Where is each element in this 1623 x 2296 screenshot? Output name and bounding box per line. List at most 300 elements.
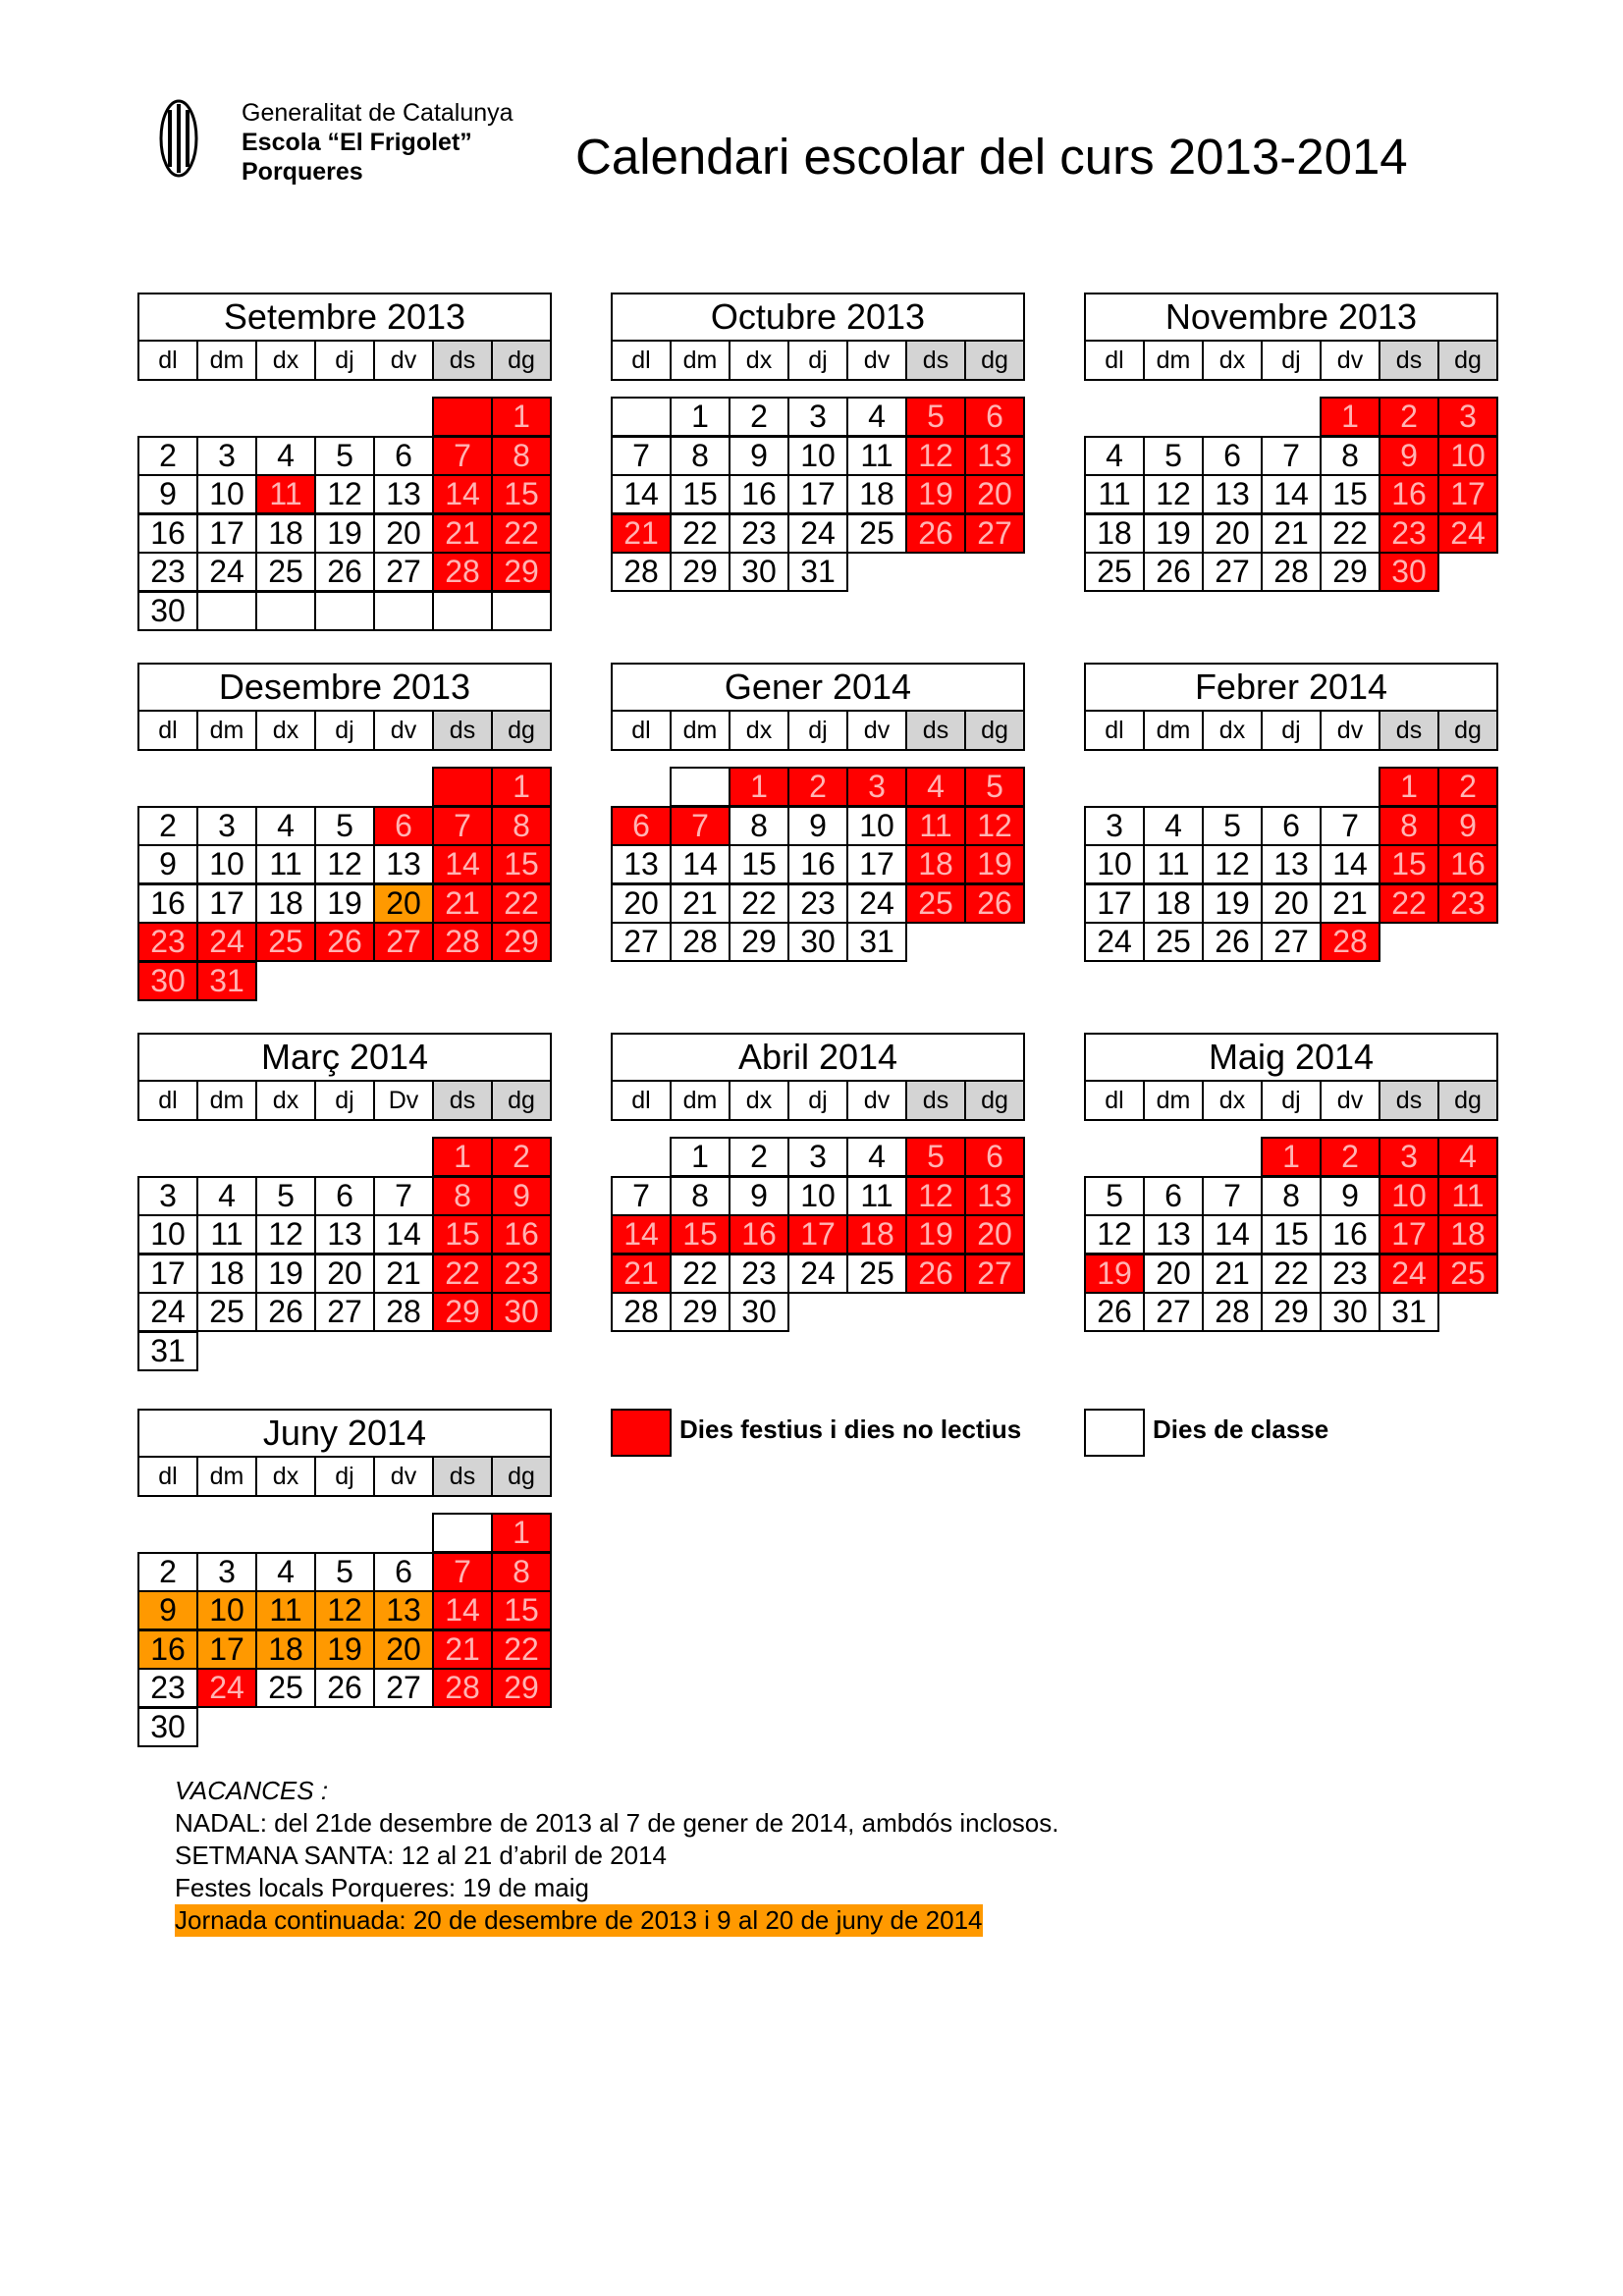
day-cell: 16 [1379, 474, 1439, 514]
vacation-notes [175, 1775, 1059, 1937]
day-cell: 4 [1084, 436, 1145, 476]
month-title: Desembre 2013 [137, 663, 552, 710]
day-cell: 15 [432, 1214, 493, 1255]
weekday-header [1084, 340, 1498, 381]
empty-day-cell [314, 591, 375, 631]
day-cell: 8 [670, 436, 730, 476]
day-cell: 11 [196, 1214, 257, 1255]
day-cell: 29 [670, 552, 730, 592]
month-title: Gener 2014 [611, 663, 1025, 710]
day-cell: 20 [1202, 513, 1263, 554]
weekday-label: dx [257, 712, 316, 751]
day-cell: 21 [670, 883, 730, 924]
day-cell: 11 [1143, 844, 1204, 884]
day-cell: 16 [1437, 844, 1498, 884]
day-cell: 18 [255, 1629, 316, 1670]
day-cell: 11 [846, 436, 907, 476]
day-cell: 21 [1320, 883, 1380, 924]
day-cell: 30 [491, 1292, 552, 1332]
day-cell: 22 [432, 1254, 493, 1294]
day-cell: 25 [196, 1292, 257, 1332]
day-cell: 1 [670, 1137, 730, 1177]
day-cell: 26 [314, 922, 375, 962]
day-cell: 3 [1084, 806, 1145, 846]
weekday-label: dx [1204, 1082, 1263, 1121]
day-cell: 23 [729, 513, 789, 554]
day-cell: 31 [787, 552, 848, 592]
day-cell: 3 [137, 1176, 198, 1216]
day-cell: 1 [1261, 1137, 1322, 1177]
weekday-label: ds [907, 1082, 966, 1121]
day-cell: 9 [729, 1176, 789, 1216]
day-cell: 10 [1084, 844, 1145, 884]
weekday-label: dx [257, 1458, 316, 1497]
day-cell: 11 [1437, 1176, 1498, 1216]
weekday-label: dj [316, 1082, 375, 1121]
day-cell: 7 [373, 1176, 434, 1216]
day-cell: 29 [432, 1292, 493, 1332]
day-cell: 25 [905, 883, 966, 924]
day-cell: 8 [491, 1552, 552, 1592]
day-cell: 14 [611, 474, 672, 514]
day-cell: 10 [196, 1590, 257, 1630]
day-cell: 9 [1379, 436, 1439, 476]
day-cell: 17 [137, 1254, 198, 1294]
day-cell: 15 [1320, 474, 1380, 514]
day-cell: 2 [137, 1552, 198, 1592]
weekday-label: dj [1263, 712, 1322, 751]
weekday-label: dl [139, 1458, 198, 1497]
day-cell: 10 [137, 1214, 198, 1255]
day-cell: 14 [670, 844, 730, 884]
day-cell: 26 [905, 513, 966, 554]
day-cell: 30 [729, 552, 789, 592]
weekday-label: dx [730, 712, 789, 751]
day-cell: 17 [1084, 883, 1145, 924]
day-cell: 6 [373, 806, 434, 846]
day-cell: 5 [905, 397, 966, 437]
weekday-header [611, 710, 1025, 751]
day-cell: 21 [611, 513, 672, 554]
weekday-label: dl [139, 1082, 198, 1121]
day-cell: 9 [1437, 806, 1498, 846]
month-title: Octubre 2013 [611, 293, 1025, 340]
day-cell: 27 [373, 552, 434, 592]
day-cell: 3 [196, 1552, 257, 1592]
day-cell: 4 [846, 397, 907, 437]
weekday-header [137, 340, 552, 381]
day-cell: 4 [255, 436, 316, 476]
day-cell: 10 [846, 806, 907, 846]
weekday-label: ds [434, 1082, 493, 1121]
day-cell: 29 [1320, 552, 1380, 592]
weekday-label: dl [139, 342, 198, 381]
day-cell: 29 [1261, 1292, 1322, 1332]
day-cell: 10 [196, 844, 257, 884]
day-cell: 16 [137, 513, 198, 554]
weekday-label: dj [1263, 1082, 1322, 1121]
month-calendar [137, 1033, 552, 1373]
day-cell: 7 [432, 1552, 493, 1592]
day-cell: 21 [432, 883, 493, 924]
day-cell: 11 [846, 1176, 907, 1216]
day-cell: 6 [1143, 1176, 1204, 1216]
day-cell: 1 [729, 767, 789, 807]
day-cell: 25 [255, 922, 316, 962]
weekday-label: Dv [375, 1082, 434, 1121]
weekday-label: dl [1086, 1082, 1145, 1121]
note-local-holidays: Festes locals Porqueres: 19 de maig [175, 1873, 589, 1902]
day-cell: 17 [787, 1214, 848, 1255]
month-title: Març 2014 [137, 1033, 552, 1080]
weekday-label: dg [1439, 342, 1498, 381]
day-cell: 14 [1320, 844, 1380, 884]
weekday-label: dv [1322, 342, 1380, 381]
day-cell: 28 [611, 1292, 672, 1332]
day-cell: 22 [729, 883, 789, 924]
weekday-label: ds [1380, 342, 1439, 381]
day-cell: 21 [432, 513, 493, 554]
day-cell: 14 [611, 1214, 672, 1255]
day-cell: 25 [1437, 1254, 1498, 1294]
day-cell: 10 [1379, 1176, 1439, 1216]
day-cell: 19 [255, 1254, 316, 1294]
day-cell: 24 [846, 883, 907, 924]
day-cell: 19 [905, 474, 966, 514]
day-cell: 2 [1437, 767, 1498, 807]
month-calendar [137, 1409, 552, 1749]
day-cell: 10 [196, 474, 257, 514]
day-cell: 12 [964, 806, 1025, 846]
day-cell: 24 [137, 1292, 198, 1332]
day-cell: 25 [255, 1668, 316, 1708]
weekday-label: ds [1380, 1082, 1439, 1121]
weekday-label: dg [493, 342, 552, 381]
weekday-label: dg [966, 1082, 1025, 1121]
day-cell: 12 [314, 474, 375, 514]
day-cell: 17 [196, 883, 257, 924]
weekday-label: dx [257, 342, 316, 381]
day-cell: 25 [846, 1254, 907, 1294]
day-cell: 2 [729, 397, 789, 437]
weekday-label: dv [375, 342, 434, 381]
day-cell: 1 [670, 397, 730, 437]
day-cell: 23 [1320, 1254, 1380, 1294]
weekday-label: dv [1322, 1082, 1380, 1121]
day-cell: 3 [787, 1137, 848, 1177]
weekday-label: ds [434, 712, 493, 751]
weekday-label: dm [672, 342, 730, 381]
day-cell: 6 [373, 436, 434, 476]
day-cell: 14 [432, 474, 493, 514]
empty-day-cell [432, 1513, 493, 1553]
day-cell: 12 [255, 1214, 316, 1255]
day-cell: 7 [611, 436, 672, 476]
empty-day-cell [255, 591, 316, 631]
weekday-header [611, 1080, 1025, 1121]
day-grid [611, 397, 1025, 595]
day-cell: 9 [137, 474, 198, 514]
empty-day-cell [432, 397, 493, 437]
month-calendar [611, 663, 1025, 965]
day-cell: 19 [314, 513, 375, 554]
day-cell: 20 [1143, 1254, 1204, 1294]
day-cell: 21 [1202, 1254, 1263, 1294]
day-cell: 19 [1143, 513, 1204, 554]
day-cell: 10 [787, 436, 848, 476]
day-cell: 28 [432, 1668, 493, 1708]
day-cell: 26 [905, 1254, 966, 1294]
month-title: Maig 2014 [1084, 1033, 1498, 1080]
month-calendar [1084, 293, 1498, 595]
day-cell: 19 [1084, 1254, 1145, 1294]
note-easter: SETMANA SANTA: 12 al 21 d’abril de 2014 [175, 1841, 667, 1870]
weekday-label: dl [139, 712, 198, 751]
weekday-label: dx [257, 1082, 316, 1121]
legend-class-swatch [1084, 1409, 1145, 1457]
month-calendar [611, 1033, 1025, 1335]
weekday-label: dg [493, 712, 552, 751]
day-cell: 7 [432, 436, 493, 476]
day-cell: 8 [1320, 436, 1380, 476]
weekday-label: dm [198, 1082, 257, 1121]
weekday-label: dx [730, 1082, 789, 1121]
weekday-label: dj [789, 712, 848, 751]
day-cell: 4 [905, 767, 966, 807]
day-cell: 27 [373, 922, 434, 962]
weekday-label: dj [789, 1082, 848, 1121]
weekday-label: dv [375, 712, 434, 751]
day-grid [611, 1137, 1025, 1335]
day-cell: 17 [196, 513, 257, 554]
day-cell: 17 [196, 1629, 257, 1670]
day-cell: 15 [491, 844, 552, 884]
day-cell: 30 [137, 1707, 198, 1747]
day-cell: 7 [432, 806, 493, 846]
weekday-label: dx [1204, 712, 1263, 751]
weekday-label: ds [434, 342, 493, 381]
day-cell: 26 [1202, 922, 1263, 962]
day-cell: 20 [964, 474, 1025, 514]
day-cell: 31 [137, 1331, 198, 1371]
day-cell: 6 [373, 1552, 434, 1592]
day-cell: 18 [1084, 513, 1145, 554]
day-cell: 22 [670, 1254, 730, 1294]
day-cell: 25 [1143, 922, 1204, 962]
day-cell: 6 [314, 1176, 375, 1216]
day-cell: 6 [1261, 806, 1322, 846]
day-cell: 15 [491, 474, 552, 514]
day-cell: 17 [1437, 474, 1498, 514]
day-cell: 3 [846, 767, 907, 807]
day-cell: 12 [314, 1590, 375, 1630]
weekday-label: ds [434, 1458, 493, 1497]
day-cell: 5 [1202, 806, 1263, 846]
day-cell: 27 [1143, 1292, 1204, 1332]
day-cell: 17 [787, 474, 848, 514]
day-cell: 8 [729, 806, 789, 846]
day-cell: 7 [1202, 1176, 1263, 1216]
weekday-label: dv [375, 1458, 434, 1497]
day-cell: 30 [137, 961, 198, 1001]
weekday-label: dm [672, 712, 730, 751]
day-cell: 28 [611, 552, 672, 592]
day-cell: 29 [491, 922, 552, 962]
weekday-label: ds [907, 342, 966, 381]
day-cell: 11 [255, 1590, 316, 1630]
day-cell: 14 [432, 1590, 493, 1630]
weekday-label: dl [613, 342, 672, 381]
weekday-header [1084, 1080, 1498, 1121]
day-cell: 11 [905, 806, 966, 846]
day-cell: 26 [314, 1668, 375, 1708]
day-grid [1084, 397, 1498, 595]
day-cell: 17 [846, 844, 907, 884]
day-cell: 27 [611, 922, 672, 962]
day-cell: 23 [491, 1254, 552, 1294]
day-cell: 26 [314, 552, 375, 592]
day-cell: 30 [1320, 1292, 1380, 1332]
day-cell: 18 [905, 844, 966, 884]
day-cell: 27 [373, 1668, 434, 1708]
day-cell: 14 [1202, 1214, 1263, 1255]
day-cell: 18 [196, 1254, 257, 1294]
day-cell: 12 [1084, 1214, 1145, 1255]
day-cell: 19 [964, 844, 1025, 884]
day-cell: 28 [1202, 1292, 1263, 1332]
weekday-label: dv [848, 342, 907, 381]
day-cell: 26 [1143, 552, 1204, 592]
day-cell: 1 [491, 397, 552, 437]
day-cell: 20 [373, 883, 434, 924]
day-cell: 22 [491, 1629, 552, 1670]
day-cell: 4 [1437, 1137, 1498, 1177]
day-cell: 23 [137, 922, 198, 962]
day-cell: 3 [196, 806, 257, 846]
day-cell: 24 [787, 513, 848, 554]
weekday-label: ds [1380, 712, 1439, 751]
empty-day-cell [373, 591, 434, 631]
day-cell: 4 [255, 1552, 316, 1592]
day-cell: 23 [1437, 883, 1498, 924]
day-cell: 29 [491, 552, 552, 592]
day-cell: 30 [787, 922, 848, 962]
day-grid [611, 767, 1025, 965]
day-cell: 19 [314, 883, 375, 924]
day-cell: 12 [1143, 474, 1204, 514]
day-cell: 19 [905, 1214, 966, 1255]
weekday-label: dg [493, 1458, 552, 1497]
month-calendar [611, 293, 1025, 595]
day-cell: 22 [1261, 1254, 1322, 1294]
day-cell: 20 [373, 513, 434, 554]
month-calendar [137, 663, 552, 1003]
day-cell: 13 [964, 1176, 1025, 1216]
day-cell: 28 [670, 922, 730, 962]
empty-day-cell [432, 767, 493, 807]
day-cell: 23 [137, 1668, 198, 1708]
day-cell: 9 [491, 1176, 552, 1216]
day-cell: 1 [1379, 767, 1439, 807]
day-cell: 27 [1261, 922, 1322, 962]
weekday-header [137, 1456, 552, 1497]
day-cell: 24 [196, 922, 257, 962]
month-title: Juny 2014 [137, 1409, 552, 1456]
weekday-label: dm [198, 1458, 257, 1497]
day-cell: 11 [1084, 474, 1145, 514]
month-title: Febrer 2014 [1084, 663, 1498, 710]
day-cell: 13 [373, 1590, 434, 1630]
month-title: Novembre 2013 [1084, 293, 1498, 340]
day-cell: 21 [373, 1254, 434, 1294]
day-grid [137, 397, 552, 633]
day-cell: 21 [432, 1629, 493, 1670]
day-cell: 24 [196, 1668, 257, 1708]
day-cell: 27 [1202, 552, 1263, 592]
day-cell: 23 [1379, 513, 1439, 554]
day-cell: 20 [964, 1214, 1025, 1255]
day-cell: 12 [905, 1176, 966, 1216]
weekday-label: dj [316, 342, 375, 381]
month-calendar [1084, 1033, 1498, 1335]
day-cell: 24 [1437, 513, 1498, 554]
day-cell: 20 [373, 1629, 434, 1670]
day-cell: 3 [1437, 397, 1498, 437]
day-cell: 17 [1379, 1214, 1439, 1255]
day-cell: 5 [255, 1176, 316, 1216]
day-cell: 4 [255, 806, 316, 846]
month-calendar [137, 293, 552, 633]
day-cell: 2 [137, 806, 198, 846]
weekday-label: dv [1322, 712, 1380, 751]
day-cell: 16 [787, 844, 848, 884]
weekday-label: dm [198, 712, 257, 751]
day-cell: 25 [1084, 552, 1145, 592]
weekday-label: dv [848, 712, 907, 751]
day-cell: 15 [491, 1590, 552, 1630]
day-cell: 29 [729, 922, 789, 962]
notes-heading: VACANCES : [175, 1776, 329, 1805]
weekday-label: dx [730, 342, 789, 381]
day-cell: 6 [1202, 436, 1263, 476]
day-cell: 9 [1320, 1176, 1380, 1216]
day-cell: 28 [373, 1292, 434, 1332]
day-cell: 22 [1379, 883, 1439, 924]
day-cell: 24 [1084, 922, 1145, 962]
weekday-label: dg [1439, 1082, 1498, 1121]
day-cell: 1 [1320, 397, 1380, 437]
day-cell: 23 [787, 883, 848, 924]
day-cell: 11 [255, 474, 316, 514]
day-cell: 6 [611, 806, 672, 846]
org-name: Generalitat de Catalunya [242, 99, 514, 127]
day-cell: 24 [196, 552, 257, 592]
day-cell: 8 [1379, 806, 1439, 846]
day-cell: 20 [1261, 883, 1322, 924]
day-cell: 18 [1143, 883, 1204, 924]
day-cell: 2 [137, 436, 198, 476]
day-cell: 31 [196, 961, 257, 1001]
weekday-label: dj [789, 342, 848, 381]
day-cell: 16 [729, 474, 789, 514]
empty-day-cell [670, 767, 730, 807]
weekday-label: dj [316, 1458, 375, 1497]
day-cell: 13 [373, 474, 434, 514]
day-cell: 30 [729, 1292, 789, 1332]
generalitat-logo-icon [159, 98, 198, 179]
weekday-label: dm [198, 342, 257, 381]
day-cell: 27 [964, 513, 1025, 554]
